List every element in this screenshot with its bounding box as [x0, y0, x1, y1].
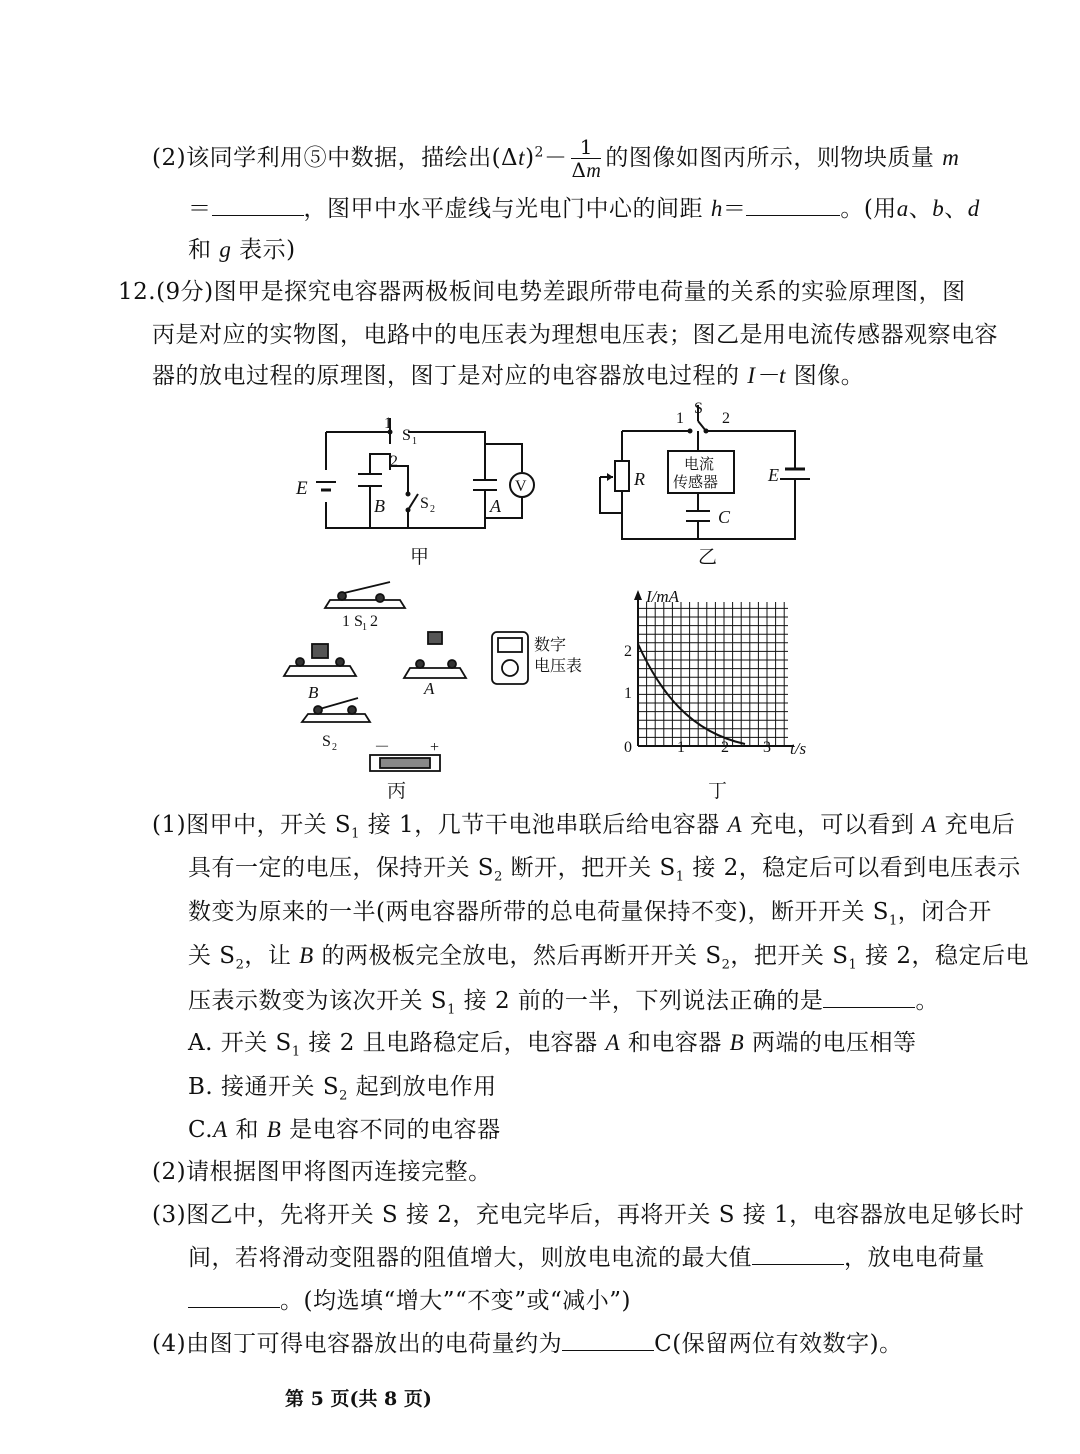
q12-stem-line1: 12.(9分)图甲是探究电容器两极板间电势差跟所带电荷量的关系的实验原理图，图 — [118, 279, 966, 305]
yi-sensor-l2: 传感器 — [673, 475, 719, 491]
yi-label-c: C — [718, 507, 731, 527]
yi-label-n1: 1 — [676, 410, 684, 427]
jia-label-v: V — [515, 478, 527, 495]
q12-1-line2: 具有一定的电压，保持开关 $S_2$ 断开，把开关 $S_1$ 接 2，稳定后可以看到电压表示 — [188, 855, 1021, 885]
ding-xtick-3: 3 — [763, 739, 771, 756]
jia-label-n2: 2 — [390, 453, 398, 470]
q12-2: (2)请根据图甲将图丙连接完整。 — [152, 1159, 492, 1185]
answer-blank-m[interactable] — [212, 193, 304, 216]
circuit-yi — [590, 395, 810, 545]
bing-s1-label: 1 S — [342, 613, 363, 630]
jia-label-s1: S — [402, 427, 411, 444]
ding-ytick-2: 2 — [624, 643, 632, 660]
bing-label-a: A — [424, 679, 435, 698]
bing-s1-sub: 1 — [362, 622, 367, 633]
q12-stem-line2: 丙是对应的实物图，电路中的电压表为理想电压表；图乙是用电流传感器观察电容 — [152, 322, 998, 348]
jia-label-e: E — [296, 478, 308, 499]
jia-label-a: A — [490, 496, 501, 516]
jia-label-s2-sub: 2 — [430, 504, 435, 515]
ding-xtick-1: 1 — [677, 739, 685, 756]
graph-ding — [610, 582, 820, 782]
jia-label-n1: 1 — [384, 415, 392, 432]
q12-1-line4: 关 $S_2$，让 B 的两极板完全放电，然后再断开开关 $S_2$，把开关 $S_1$ 接 2，稳定后电 — [188, 943, 1030, 973]
ding-ylabel: I/mA — [646, 587, 680, 606]
bing-s1-two: 2 — [370, 613, 378, 630]
page-footer: 第 5 页(共 8 页) — [285, 1388, 432, 1410]
bing-label-s2-sub: 2 — [332, 742, 337, 753]
yi-sensor-l1: 电流 — [684, 457, 715, 473]
caption-jia: 甲 — [410, 546, 430, 568]
fraction-1-over-dm: $\frac{1}{\Delta m}$ — [571, 135, 602, 182]
ding-xtick-2: 2 — [721, 739, 729, 756]
jia-label-s2: S — [420, 495, 429, 512]
answer-blank-q12-1[interactable] — [823, 985, 915, 1008]
ding-xlabel: t/s — [790, 739, 807, 758]
q11-2-line1: (2)该同学利用⑤中数据，描绘出$(\Delta t)^2-$ $\frac{1}{\Delta m}$ 的图像如图丙所示，则物块质量 m — [152, 135, 960, 182]
q12-3-line1: (3)图乙中，先将开关 S 接 2，充电完毕后，再将开关 S 接 1，电容器放电足够长时 — [152, 1202, 1025, 1228]
yi-label-r: R — [634, 469, 645, 489]
q12-3-line2: 间，若将滑动变阻器的阻值增大，则放电电流的最大值 ，放电电荷量 — [188, 1242, 985, 1273]
answer-blank-h[interactable] — [746, 193, 840, 216]
caption-bing: 丙 — [387, 780, 407, 802]
q12-1-line5: 压表示数变为该次开关 $S_1$ 接 2 前的一半，下列说法正确的是 。 — [188, 985, 939, 1026]
bing-meter-l2: 电压表 — [534, 658, 583, 675]
ding-ytick-1: 1 — [624, 685, 632, 702]
answer-blank-charge[interactable] — [188, 1285, 280, 1308]
ding-origin: 0 — [624, 739, 632, 756]
yi-label-n2: 2 — [722, 410, 730, 427]
q12-4: (4)由图丁可得电容器放出的电荷量约为 C(保留两位有效数字)。 — [152, 1328, 903, 1359]
q12-1-line1: (1)图甲中，开关 $S_1$ 接 1，几节干电池串联后给电容器 A 充电，可以看到 A 充电后 — [152, 812, 1016, 842]
bing-minus: － — [374, 739, 391, 756]
q12-stem-line3: 器的放电过程的原理图，图丁是对应的电容器放电过程的 I－t 图像。 — [152, 363, 865, 389]
option-c: C.A 和 B 是电容不同的电容器 — [188, 1117, 501, 1143]
q12-3-line3: 。(均选填“增大”“不变”或“减小”) — [188, 1285, 631, 1316]
q11-2-line3: 和 g 表示) — [188, 237, 296, 263]
option-b: B. 接通开关 $S_2$ 起到放电作用 — [188, 1074, 497, 1104]
bing-meter-l1: 数字 — [534, 637, 567, 654]
answer-blank-q12-4[interactable] — [562, 1328, 654, 1351]
bing-plus: + — [430, 739, 440, 756]
yi-label-s: S — [694, 400, 703, 417]
jia-label-b: B — [374, 496, 385, 516]
bing-label-b: B — [308, 683, 319, 702]
yi-label-e: E — [768, 465, 779, 485]
answer-blank-max-current[interactable] — [752, 1242, 844, 1265]
caption-yi: 乙 — [698, 546, 718, 568]
q12-1-line3: 数变为原来的一半(两电容器所带的总电荷量保持不变)，断开开关 $S_1$，闭合开 — [188, 899, 992, 929]
bing-label-s2: S — [322, 733, 331, 750]
jia-label-s1-sub: 1 — [412, 436, 417, 447]
option-a: A. 开关 $S_1$ 接 2 且电路稳定后，电容器 A 和电容器 B 两端的电压相等 — [188, 1030, 917, 1060]
caption-ding: 丁 — [708, 780, 728, 802]
q11-2-line2: ＝ ，图甲中水平虚线与光电门中心的间距 h＝ 。(用a、b、d — [188, 193, 980, 224]
apparatus-bing — [280, 570, 600, 780]
